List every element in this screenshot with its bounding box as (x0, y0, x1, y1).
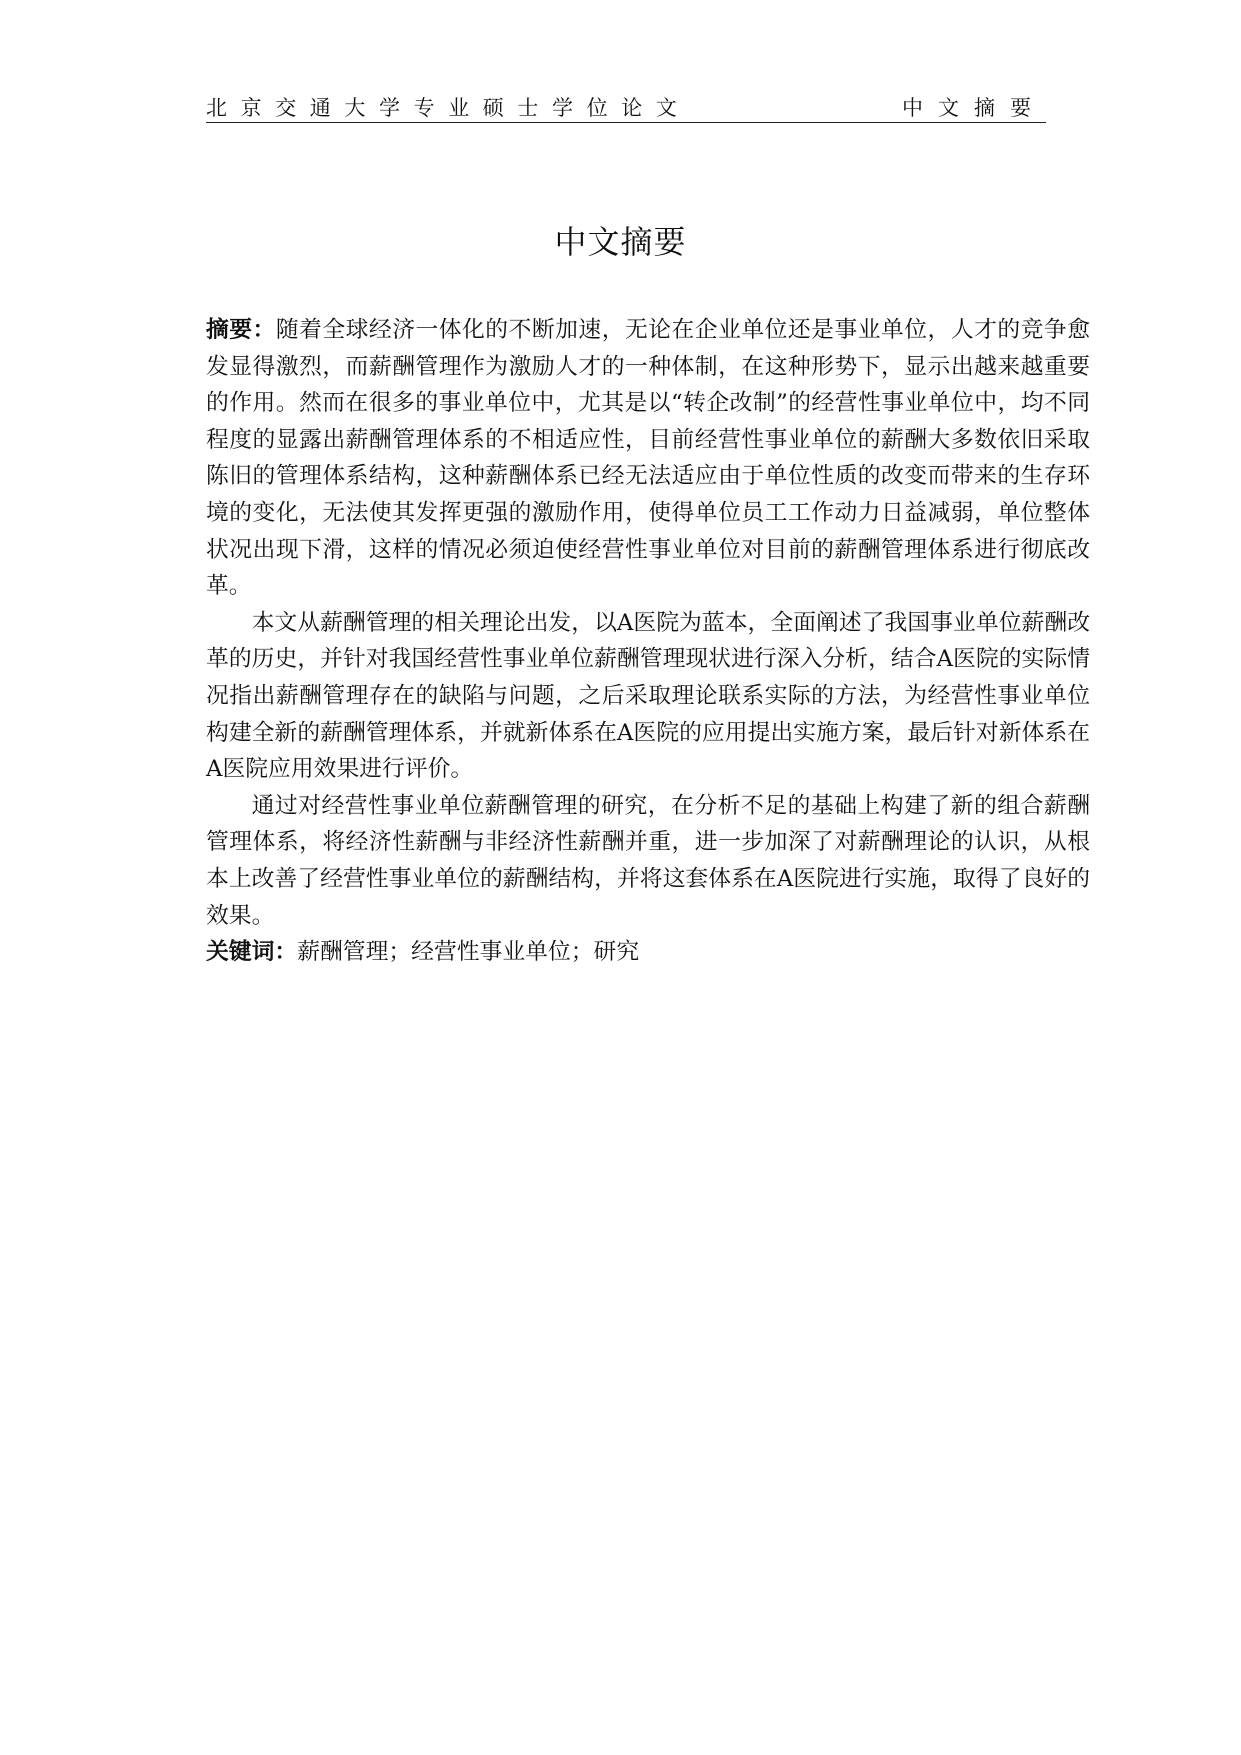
abstract-label: 摘要： (206, 317, 276, 343)
abstract-body (206, 312, 1090, 971)
header-university-title: 北京交通大学专业硕士学位论文 (206, 96, 691, 120)
keywords-line (206, 934, 1090, 971)
abstract-paragraph-2: 本文从薪酬管理的相关理论出发，以A医院为蓝本，全面阐述了我国事业单位薪酬改革的历史，并针对我国经营性事业单位薪酬管理现状进行深入分析，结合A医院的实际情况指出薪酬管理存在的缺陷与问题，之后采取理论联系实际的方法，为经营性事业单位构建全新的薪酬管理体系，并就新体系在A医院的应用提出实施方案，最后针对新体系在A医院应用效果进行评价。 (206, 609, 1090, 783)
running-header (206, 94, 1046, 123)
keywords-text: 薪酬管理；经营性事业单位；研究 (297, 939, 640, 966)
keywords-label: 关键词： (206, 939, 298, 966)
page-title: 中文摘要 (554, 223, 687, 261)
abstract-paragraph-1-text: 随着全球经济一体化的不断加速，无论在企业单位还是事业单位，人才的竞争愈发显得激烈，而薪酬管理作为激励人才的一种体制，在这种形势下，显示出越来越重要的作用。然而在很多的事业单位中，尤其是以“转企改制”的经营性事业单位中，均不同程度的显露出薪酬管理体系的不相适应性，目前经营性事业单位的薪酬大多数依旧采取陈旧的管理体系结构，这种薪酬体系已经无法适应由于单位性质的改变而带来的生存环境的变化，无法使其发挥更强的激励作用，使得单位员工工作动力日益减弱，单位整体状况出现下滑，这样的情况必须迫使经营性事业单位对目前的薪酬管理体系进行彻底改革。 (206, 317, 1091, 600)
abstract-paragraph-1 (206, 312, 1090, 605)
abstract-paragraph-3: 通过对经营性事业单位薪酬管理的研究，在分析不足的基础上构建了新的组合薪酬管理体系，将经济性薪酬与非经济性薪酬并重，进一步加深了对薪酬理论的认识，从根本上改善了经营性事业单位的薪酬结构，并将这套体系在A医院进行实施，取得了良好的效果。 (206, 792, 1090, 929)
header-section-title: 中文摘要 (902, 96, 1046, 120)
